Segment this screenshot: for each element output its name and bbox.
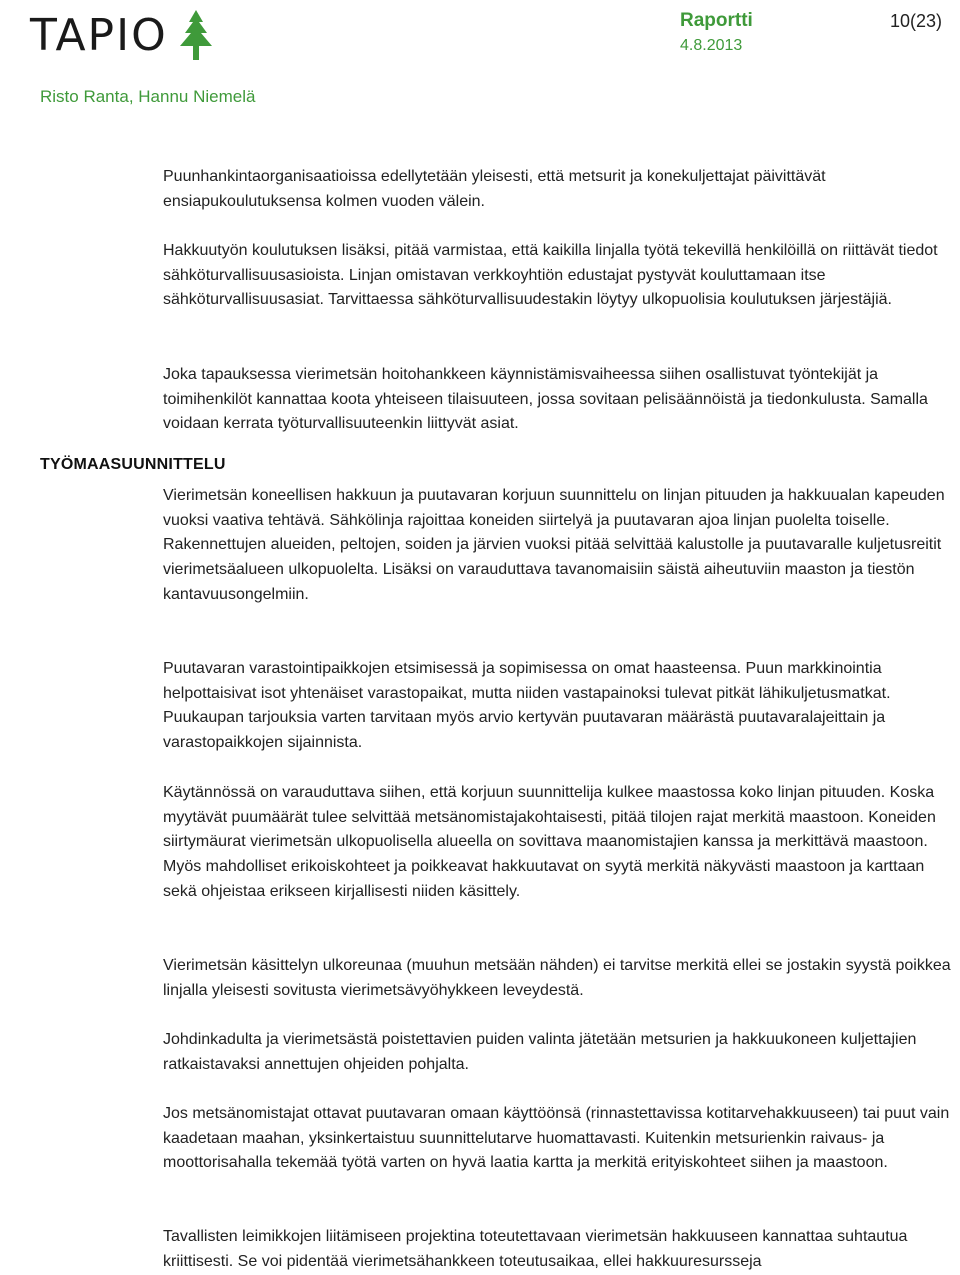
- paragraph: Vierimetsän koneellisen hakkuun ja puutavaran korjuun suunnittelu on linjan pituuden ja hakkuualan kapeuden vuoksi vaativa tehtävä. Sähkölinja rajoittaa koneiden siirtelyä ja puutavaran ajoa linjan puolelta toiselle. Rakennettujen alueiden, peltojen, soiden ja järvien vuoksi pitää selvittää kalustolle ja puutavaralle kuljetusreitit vierimetsäalueen ulkopuolelta. Lisäksi on varauduttava tavanomaisiin säistä aiheutuviin maaston ja tiestön kantavuusongelmiin.: [163, 487, 945, 603]
- paragraph: Joka tapauksessa vierimetsän hoitohankkeen käynnistämisvaiheessa siihen osallistuvat työntekijät ja toimihenkilöt kannattaa koota yhteiseen tilaisuuteen, jossa sovitaan pelisäännöistä ja tiedonkulusta. Samalla voidaan kerrata työturvallisuuteenkin liittyvät asiat.: [163, 366, 928, 433]
- paragraph: Johdinkadulta ja vierimetsästä poistettavien puiden valinta jätetään metsurien ja hakkuukoneen kuljettajien ratkaistavaksi annettujen ohjeiden pohjalta.: [163, 1031, 917, 1073]
- authors: Risto Ranta, Hannu Niemelä: [40, 87, 256, 106]
- paragraph: Hakkuutyön koulutuksen lisäksi, pitää varmistaa, että kaikilla linjalla työtä tekevillä henkilöillä on riittävät tiedot sähköturvallisuusasioista. Linjan omistavan verkkoyhtiön edustajat pystyvät kouluttamaan itse sähköturvallisuusasiat. Tarvittaessa sähköturvallisuudestakin löytyy ulkopuolisia koulutuksen järjestäjiä.: [163, 242, 938, 309]
- page-header: [0, 0, 960, 120]
- document-type: Raportti: [680, 10, 753, 31]
- tapio-logo: [30, 6, 218, 66]
- section-heading: TYÖMAASUUNNITTELU: [40, 456, 226, 473]
- page-number: 10(23): [889, 11, 942, 31]
- paragraph: Tavallisten leimikkojen liitämiseen projektina toteutettavaan vierimetsän hakkuuseen kannattaa suhtautua kriittisesti. Se voi pidentää vierimetsähankkeen toteutusaikaa, ellei hakkuuresursseja: [163, 1228, 908, 1270]
- document-date: 4.8.2013: [680, 37, 743, 54]
- tree-icon: [174, 8, 218, 64]
- paragraph: Jos metsänomistajat ottavat puutavaran omaan käyttöönsä (rinnastettavissa kotitarvehakkuuseen) tai puut vain kaadetaan maahan, yksinkertaistuu suunnittelutarve huomattavasti. Kuitenkin metsurienkin raivaus- ja moottorisahalla tekemää työtä varten on hyvä laatia kartta ja merkitä erityiskohteet siihen ja maastoon.: [163, 1105, 950, 1172]
- paragraph: Käytännössä on varauduttava siihen, että korjuun suunnittelija kulkee maastossa koko linjan pituuden. Koska myytävät puumäärät tulee selvittää metsänomistajakohtaisesti, pitää tilojen rajat merkitä maastoon. Koneiden siirtymäurat vierimetsän ulkopuolisella alueella on sovittava maanomistajien kanssa ja merkittävä maastoon. Myös mahdolliset erikoiskohteet ja poikkeavat hakkuutavat on syytä merkitä näkyvästi maastoon ja karttaan sekä ohjeistaa erikseen kirjallisesti niiden käsittely.: [163, 784, 936, 900]
- paragraph: Vierimetsän käsittelyn ulkoreunaa (muuhun metsään nähden) ei tarvitse merkitä ellei se jostakin syystä poikkea linjalla yleisesti sovitusta vierimetsävyöhykkeen leveydestä.: [163, 957, 951, 999]
- paragraph: Puutavaran varastointipaikkojen etsimisessä ja sopimisessa on omat haasteensa. Puun markkinointia helpottaisivat isot yhtenäiset varastopaikat, mutta niiden vastapainoksi tulevat pitkät lähikuljetusmatkat. Puukaupan tarjouksia varten tarvitaan myös arvio kertyvän puutavaran määrästä puutavaralajeittain ja varastopaikkojen sijainnista.: [163, 660, 891, 752]
- paragraph: Puunhankintaorganisaatioissa edellytetään yleisesti, että metsurit ja konekuljettajat päivittävät ensiapukoulutuksensa kolmen vuoden välein.: [163, 168, 826, 210]
- logo-text: TAPIO: [30, 10, 168, 61]
